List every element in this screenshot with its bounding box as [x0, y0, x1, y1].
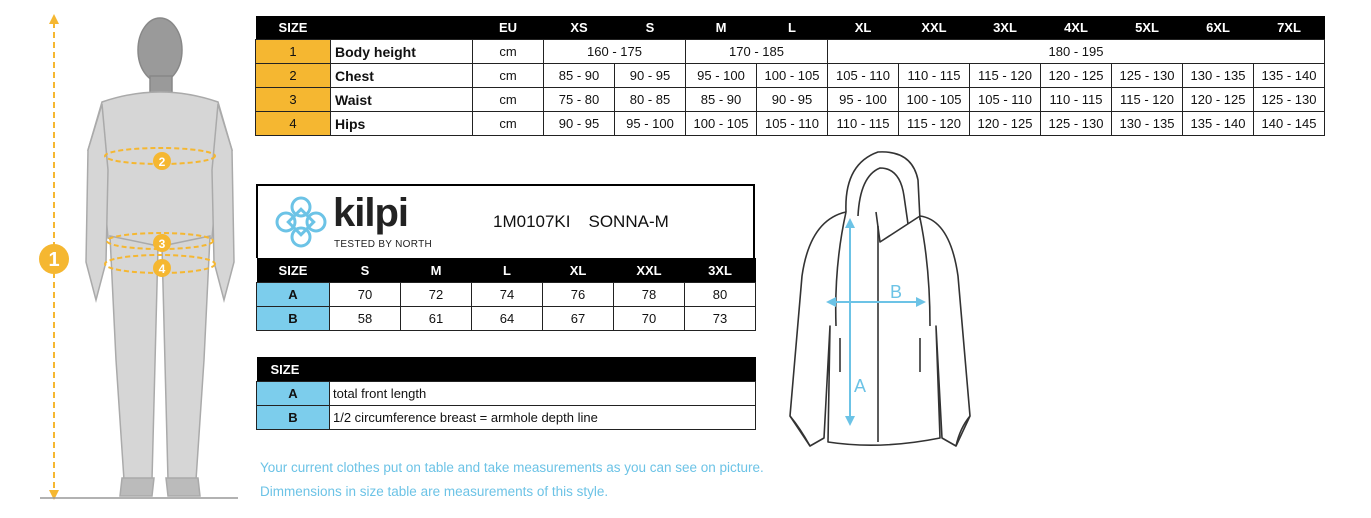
header-m: M — [686, 16, 757, 40]
table-cell: 85 - 90 — [544, 64, 615, 88]
table-cell: 130 - 135 — [1112, 112, 1183, 136]
table-cell: 72 — [401, 283, 472, 307]
table-cell: 76 — [543, 283, 614, 307]
table-cell: 80 - 85 — [615, 88, 686, 112]
header-4xl: 4XL — [1041, 16, 1112, 40]
row-number: 4 — [256, 112, 331, 136]
marker-2: 2 — [158, 155, 166, 169]
row-label: Chest — [331, 64, 473, 88]
table-row — [257, 307, 756, 331]
row-unit: cm — [473, 88, 544, 112]
table-row — [257, 382, 756, 406]
table-cell: 80 — [685, 283, 756, 307]
header-s: S — [330, 258, 401, 283]
dimension-note: Dimmensions in size table are measurements of this style. — [260, 484, 609, 499]
table-row — [256, 88, 1325, 112]
row-number: 3 — [256, 88, 331, 112]
product-code-line — [493, 212, 687, 232]
header-l: L — [757, 16, 828, 40]
header-s: S — [615, 16, 686, 40]
table-cell: 180 - 195 — [828, 40, 1325, 64]
table-cell: 110 - 115 — [1041, 88, 1112, 112]
size-chart-header — [256, 16, 1325, 40]
legend-header — [257, 357, 756, 382]
table-cell: 140 - 145 — [1254, 112, 1325, 136]
product-table-header — [257, 258, 756, 283]
header-eu: EU — [473, 16, 544, 40]
table-cell: 78 — [614, 283, 685, 307]
header-blank — [331, 16, 473, 40]
header-3xl: 3XL — [970, 16, 1041, 40]
row-unit: cm — [473, 112, 544, 136]
table-cell: 95 - 100 — [828, 88, 899, 112]
jacket-outline — [780, 146, 980, 456]
table-row — [256, 64, 1325, 88]
marker-4: 4 — [158, 262, 166, 276]
table-cell: 70 — [614, 307, 685, 331]
row-label: Waist — [331, 88, 473, 112]
table-cell: 135 - 140 — [1254, 64, 1325, 88]
table-cell: 110 - 115 — [899, 64, 970, 88]
table-cell: 120 - 125 — [1183, 88, 1254, 112]
product-name: SONNA-M — [588, 212, 669, 231]
row-number: 2 — [256, 64, 331, 88]
row-label: Hips — [331, 112, 473, 136]
instruction-note: Your current clothes put on table and take measurements as you can see on picture. — [260, 460, 764, 475]
product-code: 1M0107KI — [493, 212, 571, 231]
jacket-marker-b: B — [890, 282, 903, 302]
table-cell: 115 - 120 — [1112, 88, 1183, 112]
header-size: SIZE — [256, 16, 331, 40]
table-cell: 58 — [330, 307, 401, 331]
table-cell: 115 - 120 — [970, 64, 1041, 88]
table-cell: 74 — [472, 283, 543, 307]
table-cell: 115 - 120 — [899, 112, 970, 136]
table-cell: 160 - 175 — [544, 40, 686, 64]
table-cell: 61 — [401, 307, 472, 331]
table-cell: 170 - 185 — [686, 40, 828, 64]
header-7xl: 7XL — [1254, 16, 1325, 40]
table-cell: 90 - 95 — [615, 64, 686, 88]
kilpi-knot-logo-icon — [272, 193, 330, 251]
row-unit: cm — [473, 64, 544, 88]
legend-description: 1/2 circumference breast = armhole depth line — [330, 406, 756, 430]
brand-logo-text: kilpi — [333, 191, 409, 235]
row-label: B — [257, 307, 330, 331]
table-cell: 120 - 125 — [970, 112, 1041, 136]
row-label: A — [257, 283, 330, 307]
table-cell: 125 - 130 — [1254, 88, 1325, 112]
header-xl: XL — [828, 16, 899, 40]
table-row — [257, 406, 756, 430]
row-label: A — [257, 382, 330, 406]
marker-3: 3 — [158, 237, 166, 251]
legend-table — [256, 357, 756, 430]
table-cell: 100 - 105 — [757, 64, 828, 88]
table-cell: 85 - 90 — [686, 88, 757, 112]
header-3xl: 3XL — [685, 258, 756, 283]
table-cell: 75 - 80 — [544, 88, 615, 112]
body-figure — [0, 0, 250, 518]
row-number: 1 — [256, 40, 331, 64]
header-l: L — [472, 258, 543, 283]
table-cell: 120 - 125 — [1041, 64, 1112, 88]
table-cell: 64 — [472, 307, 543, 331]
header-xxl: XXL — [899, 16, 970, 40]
header-6xl: 6XL — [1183, 16, 1254, 40]
product-measure-table — [256, 258, 756, 331]
table-cell: 95 - 100 — [615, 112, 686, 136]
table-cell: 100 - 105 — [899, 88, 970, 112]
table-cell: 135 - 140 — [1183, 112, 1254, 136]
row-label: Body height — [331, 40, 473, 64]
jacket-marker-a: A — [854, 376, 867, 396]
legend-header-size: SIZE — [257, 357, 756, 382]
table-cell: 130 - 135 — [1183, 64, 1254, 88]
header-xs: XS — [544, 16, 615, 40]
legend-description: total front length — [330, 382, 756, 406]
table-cell: 67 — [543, 307, 614, 331]
table-cell: 125 - 130 — [1041, 112, 1112, 136]
table-cell: 105 - 110 — [757, 112, 828, 136]
row-label: B — [257, 406, 330, 430]
table-cell: 105 - 110 — [828, 64, 899, 88]
table-cell: 95 - 100 — [686, 64, 757, 88]
header-xxl: XXL — [614, 258, 685, 283]
header-5xl: 5XL — [1112, 16, 1183, 40]
table-cell: 90 - 95 — [544, 112, 615, 136]
table-cell: 73 — [685, 307, 756, 331]
size-chart-table — [255, 16, 1325, 136]
table-cell: 125 - 130 — [1112, 64, 1183, 88]
table-row — [256, 112, 1325, 136]
header-size: SIZE — [257, 258, 330, 283]
row-unit: cm — [473, 40, 544, 64]
table-cell: 70 — [330, 283, 401, 307]
table-row — [256, 40, 1325, 64]
table-cell: 90 - 95 — [757, 88, 828, 112]
table-cell: 110 - 115 — [828, 112, 899, 136]
marker-1: 1 — [48, 249, 60, 271]
table-cell: 105 - 110 — [970, 88, 1041, 112]
header-xl: XL — [543, 258, 614, 283]
table-row — [257, 283, 756, 307]
brand-tagline: TESTED BY NORTH — [334, 239, 433, 250]
header-m: M — [401, 258, 472, 283]
table-cell: 100 - 105 — [686, 112, 757, 136]
